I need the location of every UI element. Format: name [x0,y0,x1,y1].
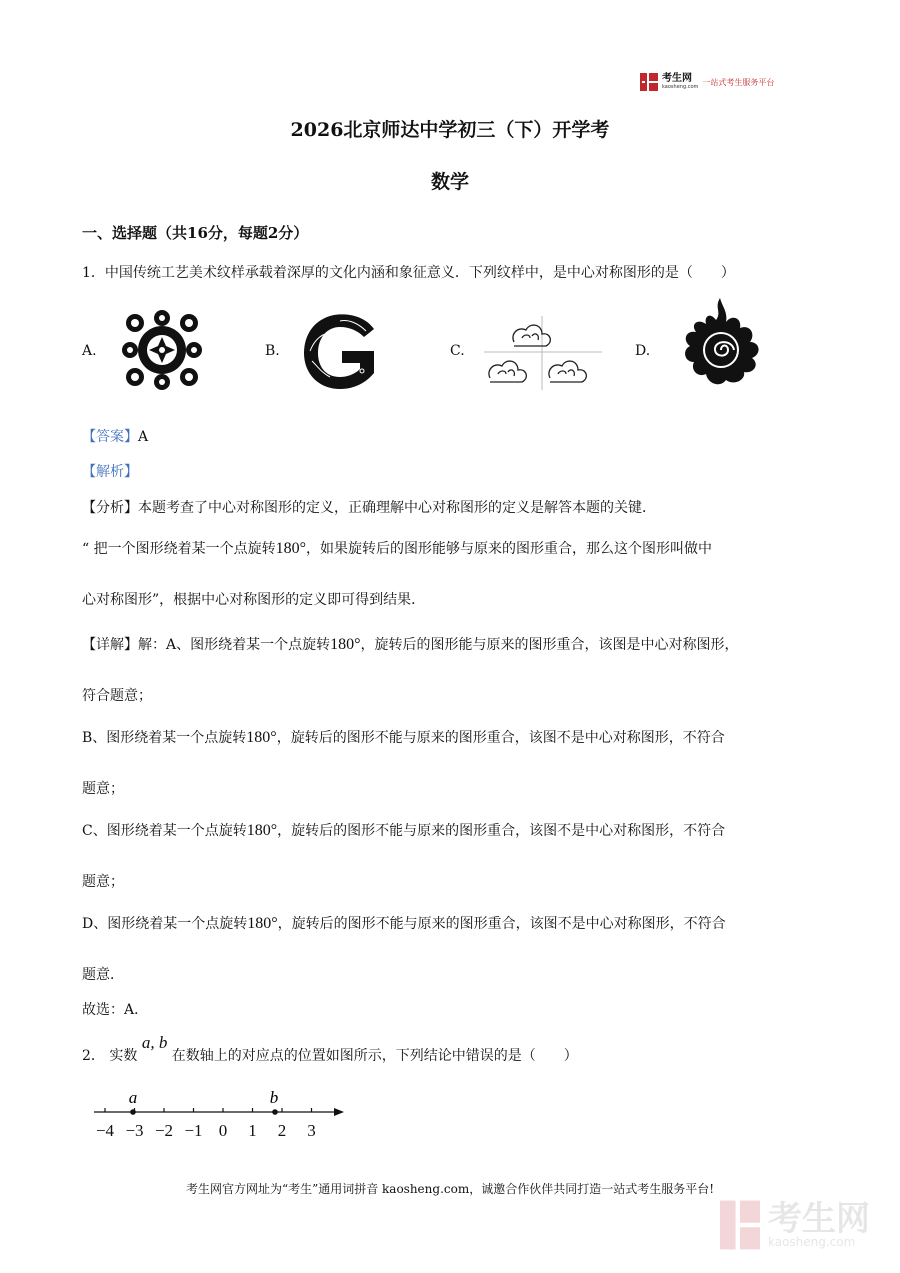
option-b-label: B. [265,343,280,359]
section-heading: 一、选择题（共16分，每题2分） [82,224,309,242]
watermark [720,1200,870,1250]
number-line-tick-label: −2 [154,1121,174,1140]
point-b-label: b [269,1088,279,1107]
detail-a-line-2: 符合题意； [82,688,152,704]
q2-post-text: 在数轴上的对应点的位置如图所示，下列结论中错误的是（ ） [171,1048,578,1064]
degree-value: 180° [330,636,361,653]
detail-c-text-2: ，旋转后的图形不能与原来的图形重合，该图不是中心对称图形，不符合 [277,823,726,839]
q2-variables: a, b [141,1033,168,1052]
degree-value: 180° [246,822,278,839]
watermark-logo-icon [720,1200,760,1250]
degree-value: 180° [275,540,307,557]
detail-a-text-2: ，旋转后的图形能与原来的图形重合，该图是中心对称图形， [360,637,739,653]
number-line-tick-label: −3 [125,1121,144,1140]
detail-c-text-1: C、图形绕着某一个点旋转 [82,823,247,839]
detail-a-line [82,634,739,654]
watermark-text: 考生网 kaosheng.com [768,1199,870,1249]
number-line-tick-label: −4 [95,1121,115,1140]
logo-domain: kaosheng.com [662,84,699,90]
detail-d-line-2: 题意． [82,967,124,983]
number-line-figure [88,1085,350,1145]
page-footer: 考生网官方网址为“考生”通用词拼音 kaosheng.com，诚邀合作伙伴共同打造一站式考生服务平台! [185,1182,715,1196]
answer-tag: 【答案】 [82,429,138,445]
point-b-dot [272,1109,278,1115]
number-line-tick-label: −1 [184,1121,203,1140]
detail-c-line [82,820,725,840]
definition-line-1 [82,538,712,558]
number-line-tick-label: 3 [307,1121,316,1140]
q2-stem [82,1033,578,1065]
detail-b-line-2: 题意； [82,781,124,797]
point-a-dot [130,1109,136,1115]
detail-c-line-2: 题意； [82,874,124,890]
q2-pre-text: 实数 [109,1048,138,1064]
answer-value: A [138,429,149,445]
page-subtitle: 数学 [430,171,469,193]
logo-slogan: 一站式考生服务平台 [702,77,775,87]
degree-value: 180° [246,729,277,746]
analysis-tag: 【解析】 [82,464,138,480]
number-line-arrow-icon [334,1108,344,1116]
number-line-tick-label: 0 [218,1121,228,1140]
analysis-head: 【分析】本题考查了中心对称图形的定义，正确理解中心对称图形的定义是解答本题的关键． [82,500,656,516]
watermark-domain: kaosheng.com [768,1235,856,1249]
detail-d-text-2: ，旋转后的图形不能与原来的图形重合，该图不是中心对称图形，不符合 [277,916,726,932]
detail-d-line [82,913,726,933]
site-logo [640,72,774,92]
detail-a-text-1: 【详解】解：A、图形绕着某一个点旋转 [82,637,331,653]
kaosheng-logo-icon [640,73,658,91]
detail-b-line [82,727,725,747]
number-line-tick-label: 2 [277,1121,287,1140]
number-line-tick-label: 1 [248,1121,257,1140]
degree-value: 180° [247,915,278,932]
definition-text-a: “ 把一个图形绕着某一个点旋转 [82,541,276,557]
detail-d-text-1: D、图形绕着某一个点旋转 [82,916,248,932]
answer-line [82,426,148,446]
definition-line-2: 心对称图形”，根据中心对称图形的定义即可得到结果． [82,592,426,608]
q1-stem: 1．中国传统工艺美术纹样承载着深厚的文化内涵和象征意义．下列纹样中，是中心对称图形的是（ ） [82,265,735,281]
detail-b-text-1: B、图形绕着某一个点旋转 [82,730,247,746]
option-c-label: C. [450,343,465,359]
option-d-label: D. [635,343,651,359]
option-a-label: A. [82,343,97,359]
definition-text-b: ，如果旋转后的图形能够与原来的图形重合，那么这个图形叫做中 [306,541,713,557]
point-a-label: a [128,1088,138,1107]
q2-number: 2． [82,1048,105,1064]
page-title: 2026北京师达中学初三（下）开学考 [290,119,610,141]
detail-b-text-2: ，旋转后的图形不能与原来的图形重合，该图不是中心对称图形，不符合 [276,730,725,746]
choose-line: 故选：A． [82,1002,149,1018]
option-c-pattern-image [484,316,602,390]
option-a-pattern-image [118,306,206,394]
option-d-pattern-image [676,294,764,390]
option-b-pattern-image [300,311,382,393]
logo-brand: 考生网 kaosheng.com [662,73,699,90]
